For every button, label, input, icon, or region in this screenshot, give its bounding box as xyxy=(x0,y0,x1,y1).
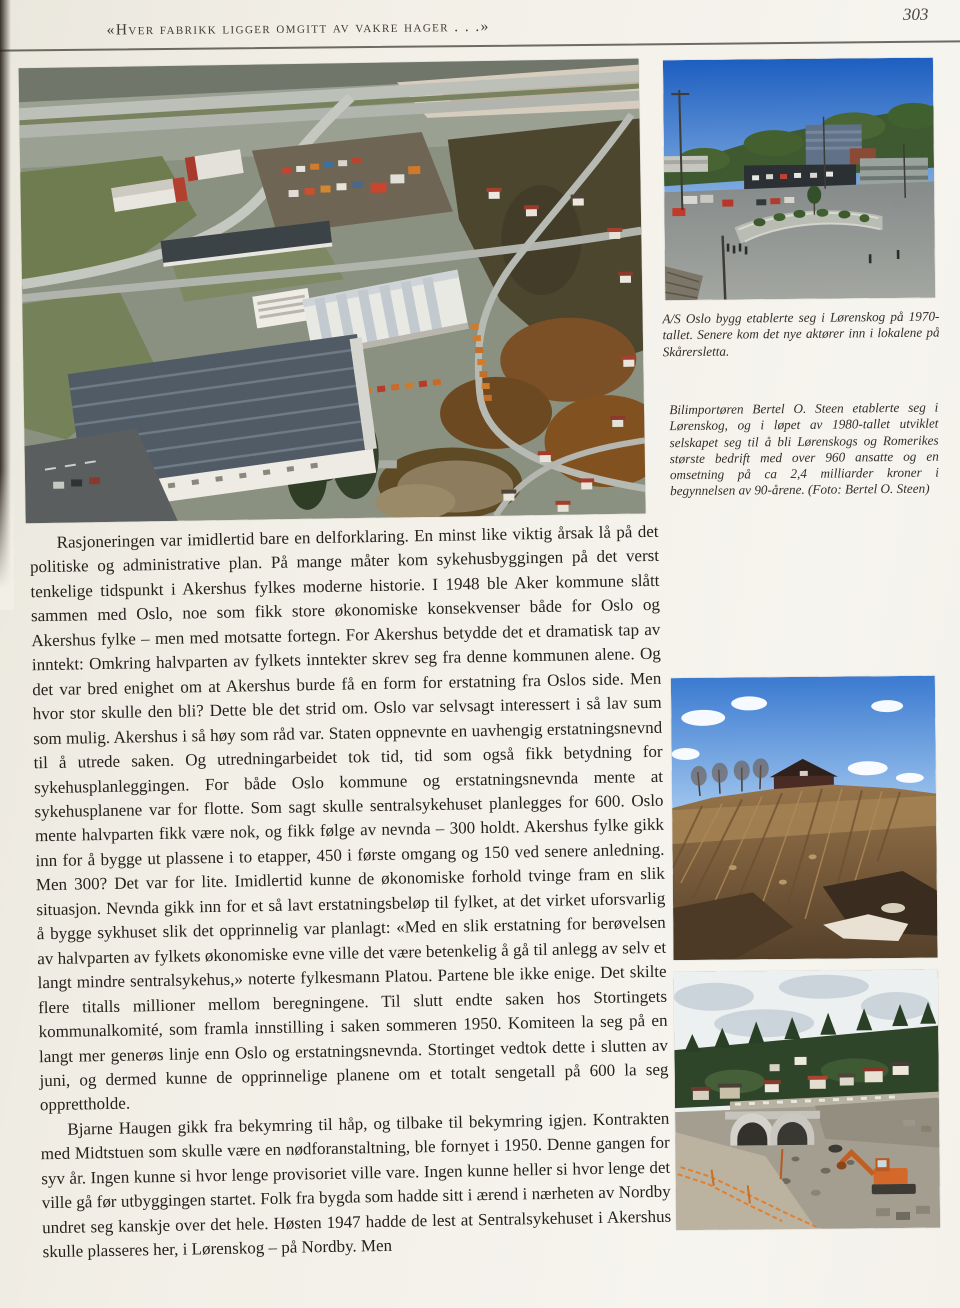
body-text xyxy=(29,520,671,1265)
street-photo-art xyxy=(663,58,935,301)
caption-oslo-bygg: A/S Oslo bygg etablerte seg i Lørenskog på 1970-tallet. Senere kom det nye aktører inn i lokalene på Skårersletta. xyxy=(662,308,940,359)
earthworks-photo xyxy=(671,676,938,961)
excavated-earth xyxy=(672,784,938,961)
street-photo xyxy=(663,58,935,301)
earthworks-photo-art xyxy=(671,676,938,961)
culverts xyxy=(725,1111,820,1146)
page-number: 303 xyxy=(902,4,929,24)
construction-photo xyxy=(674,970,940,1231)
paragraph: Rasjoneringen var imidlertid bare en delforklaring. En minst like viktig årsak lå på det politiske og administrative plan. På mange måter kom sykehusbyggingen på det verst tenkelige tidspunkt i Akershus fylkes moderne historie. I 1948 ble Aker kommune slått sammen med Oslo, noe som fikk store økonomiske konsekvenser både for Oslo og Akershus fylke – men med motsatte fortegn. For Akershus betydde det et dramatisk tap av inntekt: Omkring halvparten av fylkets inntekter skrev seg fra denne kommunen alene. Og det var bred enighet om at Akershus burde få en form for erstatning fra Oslos side. Men hvor stor skulle den bli? Dette ble det strid om. Oslo var selvsagt interessert i så lav sum som mulig. Akershus i så høy som råd var. Staten oppnevnte en uavhengig erstatningsnevnd til å utrede saken. Og utredningarbeidet tok tid, tid som også fikk betydning for sykehusplanleggingen. For både Oslo kommune og erstatningsnevnda mente at sykehusplanene var for flotte. Som sagt skulle sentralsykehuset planlegges for 600. Oslo mente halvparten fikk være nok, og fikk følge av nevnda – 300 holdt. Akershus fylke gikk inn for å bygge ut plassene i to etapper, 450 i første omgang og 150 ved senere anledning. Men 300? Det var for lite. Imidlertid kunne de økonomiske forhold tvinge fram en slik situasjon. Nevnda gikk inn for et så lavt erstatningsbeløp til fylket, at det virket uforsvarlig å bygge sykhuset slik det opprinnelig var planlagt: «Med en slik erstatning for berøvelsen av halvparten av fylkets økonomiske evne ville det være betenkelig å gå til anlegg av selv et langt mindre sentralsykehus,» noterte fylkesmann Platou. Partene ble ikke enige. Det skilte flere titalls millioner mellom beregningene. Til slutt endte saken hos Stortingets kommunalkomité, som framla innstilling i saken sommeren 1950. Komiteen la seg på en langt mer generøs linje enn Oslo og erstatningsnevnda. Stortinget vedtok dette i slutten av juni, og dermed kunne de opprinnelige planene om et totalt sengetall på 600 la seg opprettholde. xyxy=(29,521,669,1115)
header-rule xyxy=(0,40,960,51)
aerial-photo xyxy=(19,59,646,524)
paragraph: Bjarne Haugen gikk fra bekymring til håp, og tilbake til bekymring igjen. Kontrakten med Midtstuen som skulle være en nødforanstaltning, ble fornyet i 1950. Denne gangen for syv år. Ingen kunne si hvor lenge provisoriet ville vare. Ingen kunne heller si hvor lenge det ville gå før utbyggingen startet. Folk fra bygda som hadde sitt i ærend i nærheten av Nordby undret seg kanskje over det hele. Høsten 1947 hadde de lest at Sentralsykehuset i Akershus skulle plasseres her, i Lørenskog – på Nordby. Men xyxy=(40,1108,672,1262)
caption-bertel-steen: Bilimportøren Bertel O. Steen etablerte seg i Lørenskog, og i løpet av 1980-tallet utviklet selskapet seg til å bli Lørenskogs og Romerikes største bedrift med over 960 ansatte og en omsetning på ca 2,4 milliarder kroner i begynnelsen av 90-årene. (Foto: Bertel O. Steen) xyxy=(669,399,939,499)
construction-photo-art xyxy=(674,970,940,1231)
aerial-photo-art xyxy=(19,59,646,524)
running-header: «Hver fabrikk ligger omgitt av vakre hager . . .» xyxy=(106,17,490,39)
page-binding-fade xyxy=(0,470,14,610)
